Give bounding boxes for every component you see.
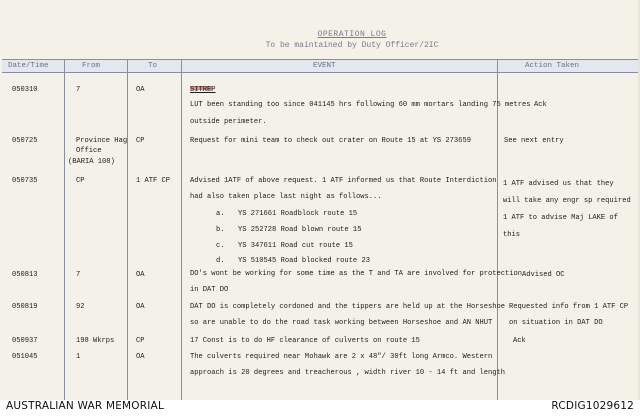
row-action: Ack [534, 101, 547, 109]
list-item: YS 252728 Road blown route 15 [238, 226, 362, 234]
archive-caption: AUSTRALIAN WAR MEMORIAL [6, 400, 164, 412]
row-event-line: DO's wont be working for some time as the T and TA are involved for protection [190, 270, 523, 278]
row-event-line: DAT DO is completely cordoned and the tippers are held up at the Horseshoe [190, 303, 506, 311]
row-event-line: LUT been standing too since 041145 hrs following 60 mm mortars landing 75 metres [190, 101, 531, 109]
row-to: OA [136, 271, 145, 279]
record-id: RCDIG1029612 [551, 400, 634, 412]
row-event-line: approach is 20 degrees and treacherous , width river 10 - 14 ft and length [190, 369, 506, 377]
row-datetime: 050819 [12, 303, 38, 311]
row-event-line: had also taken place last night as follows... [190, 193, 382, 201]
row-from: 7 [76, 86, 81, 94]
list-item: YS 271661 Roadblock route 15 [238, 210, 358, 218]
header-event: EVENT [313, 62, 336, 70]
row-action: this [503, 231, 521, 239]
row-datetime: 050735 [12, 177, 38, 185]
row-to: 1 ATF CP [136, 177, 171, 185]
row-event-line: outside perimeter. [190, 118, 267, 126]
row-action: 1 ATF to advise Maj LAKE of [503, 214, 618, 222]
row-event-line: Request for mini team to check out crater on Route 15 at YS 273659 [190, 137, 471, 145]
log-subtitle: To be maintained by Duty Officer/2IC [265, 41, 439, 50]
row-from: CP [76, 177, 85, 185]
header-to: To [148, 62, 158, 70]
row-from: 7 [76, 271, 81, 279]
row-from: 1 [76, 353, 81, 361]
row-datetime: 050813 [12, 271, 38, 279]
row-event-line: so are unable to do the road task working between Horseshoe and AN NHUT [190, 319, 493, 327]
header-action: Action Taken [525, 62, 580, 70]
row-action: on situation in DAT DO [509, 319, 603, 327]
row-event-line: Advised 1ATF of above request. 1 ATF informed us that Route Interdiction [190, 177, 497, 185]
row-action: See next entry [504, 137, 564, 145]
row-from: Province Hag [76, 137, 128, 145]
row-from: 92 [76, 303, 85, 311]
column-divider [127, 59, 128, 400]
row-datetime: 050725 [12, 137, 38, 145]
row-to: CP [136, 137, 145, 145]
row-from: (BARIA 108) [68, 158, 115, 166]
header-top-rule [2, 59, 638, 60]
list-item-key: c. [216, 242, 225, 250]
row-event-line: The culverts required near Mohawk are 2 x 48"/ 30ft long Armco. Western [190, 353, 493, 361]
row-from: Office [76, 147, 102, 155]
header-bottom-rule [2, 72, 638, 73]
row-event-line: 17 Const is to do HF clearance of culverts on route 15 [190, 337, 420, 345]
row-to: OA [136, 353, 145, 361]
row-event-line: in DAT DO [190, 286, 229, 294]
row-datetime: 050310 [12, 86, 38, 94]
column-divider [497, 59, 498, 400]
row-from: 198 Wkrps [76, 337, 115, 345]
row-to: OA [136, 303, 145, 311]
column-divider [181, 59, 182, 400]
header-from: From [82, 62, 101, 70]
list-item: YS 347611 Road cut route 15 [238, 242, 353, 250]
row-event-heading: SITREP [190, 86, 216, 94]
column-divider [64, 59, 65, 400]
row-to: OA [136, 86, 145, 94]
row-datetime: 051045 [12, 353, 38, 361]
log-title: OPERATION LOG [317, 30, 387, 39]
row-action: 1 ATF advised us that they [503, 180, 614, 188]
row-datetime: 050937 [12, 337, 38, 345]
list-item-key: d. [216, 257, 225, 265]
row-to: CP [136, 337, 145, 345]
row-action: Ack [513, 337, 526, 345]
list-item: YS 510545 Road blocked route 23 [238, 257, 370, 265]
row-action: Requested info from 1 ATF CP [509, 303, 629, 311]
list-item-key: b. [216, 226, 225, 234]
row-action: Advised OC [522, 271, 565, 279]
header-datetime: Date/Time [8, 62, 49, 70]
row-action: will take any engr sp required [503, 197, 631, 205]
list-item-key: a. [216, 210, 225, 218]
